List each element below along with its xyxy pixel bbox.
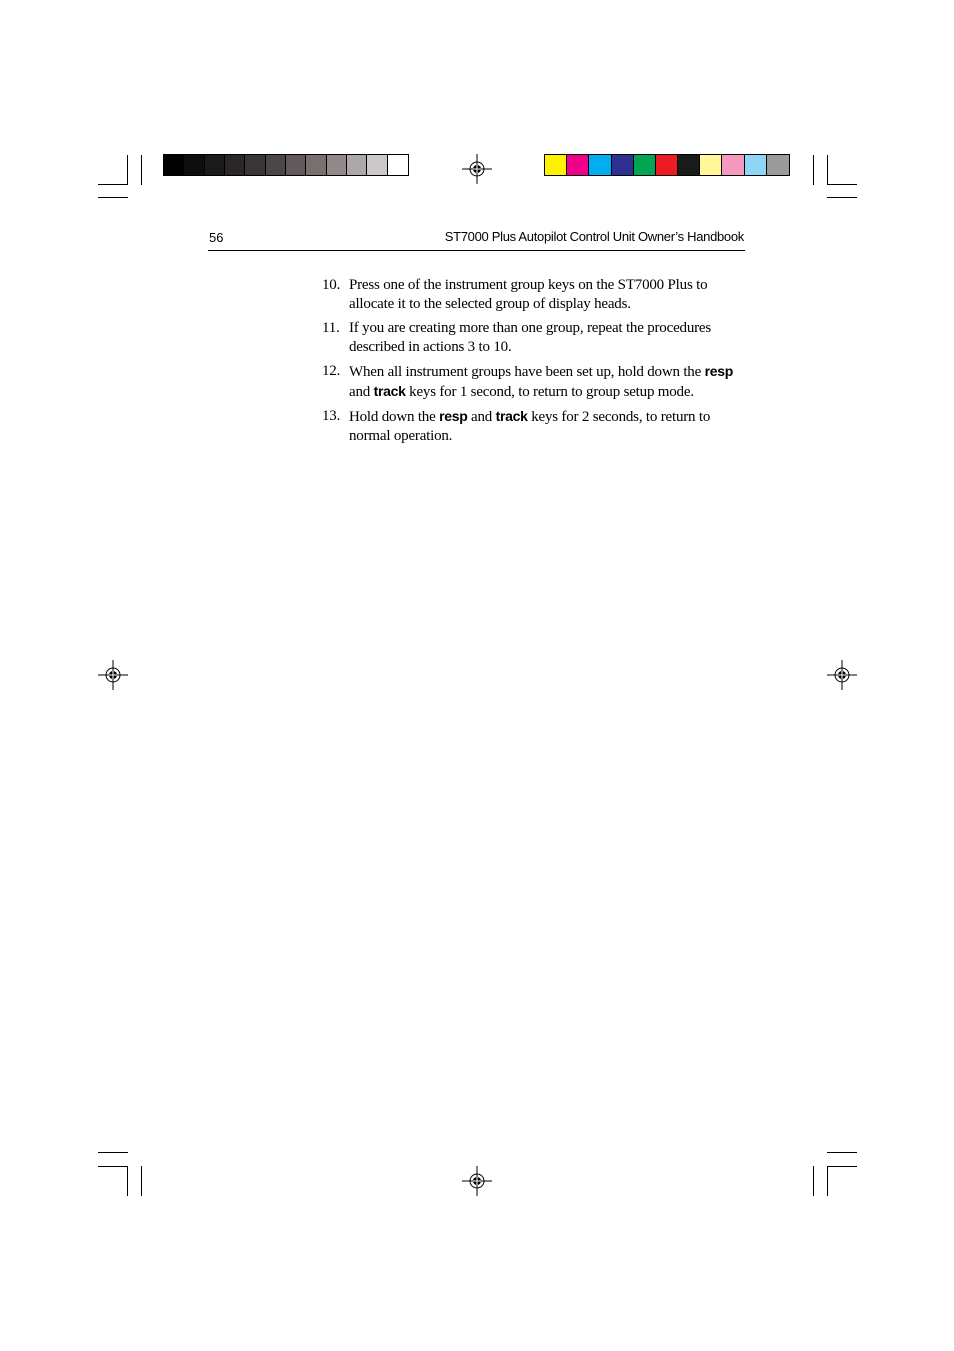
color-swatch <box>722 155 744 175</box>
track-key-label: track <box>373 383 406 399</box>
color-swatch <box>266 155 286 175</box>
list-item <box>320 407 750 446</box>
registration-mark-icon <box>98 660 128 690</box>
step-text: keys for 1 second, to return to group setup mode. <box>405 384 694 400</box>
color-swatch <box>388 155 408 175</box>
registration-mark-icon <box>462 1166 492 1196</box>
crop-mark <box>813 1166 814 1196</box>
color-swatch <box>286 155 306 175</box>
track-key-label: track <box>495 408 528 424</box>
crop-mark <box>98 197 128 198</box>
color-swatch <box>205 155 225 175</box>
crop-mark <box>827 184 857 185</box>
crop-mark <box>98 1166 128 1167</box>
step-text: Hold down the <box>349 409 440 425</box>
crop-mark <box>98 184 128 185</box>
crop-mark <box>141 1166 142 1196</box>
color-swatch <box>306 155 326 175</box>
color-swatch <box>700 155 722 175</box>
crop-mark <box>813 155 814 185</box>
color-swatch <box>567 155 589 175</box>
step-text: normal operation. <box>349 428 453 444</box>
resp-key-label: resp <box>439 408 468 424</box>
running-title: ST7000 Plus Autopilot Control Unit Owner’s Handbook <box>444 229 744 244</box>
color-swatch <box>767 155 789 175</box>
resp-key-label: resp <box>704 363 733 379</box>
color-swatch <box>656 155 678 175</box>
step-text: allocate it to the selected group of display heads. <box>349 296 631 312</box>
color-swatch <box>589 155 611 175</box>
step-number: 11. <box>322 320 340 336</box>
color-swatch <box>745 155 767 175</box>
step-text: described in actions 3 to 10. <box>349 339 512 355</box>
color-swatch <box>678 155 700 175</box>
registration-mark-icon <box>462 154 492 184</box>
step-number: 12. <box>322 363 341 379</box>
running-header <box>208 228 745 251</box>
step-text: If you are creating more than one group, repeat the procedures <box>349 320 712 336</box>
step-text: keys for 2 seconds, to return to <box>527 409 711 425</box>
crop-mark <box>98 1152 128 1153</box>
step-text: Press one of the instrument group keys on the ST7000 Plus to <box>349 277 708 293</box>
crop-mark <box>827 1166 828 1196</box>
registration-mark-icon <box>827 660 857 690</box>
crop-mark <box>827 155 828 185</box>
procedure-steps <box>320 276 750 451</box>
crop-mark <box>827 1166 857 1167</box>
list-item <box>320 276 750 314</box>
grayscale-color-bar <box>163 154 409 176</box>
crop-mark <box>827 197 857 198</box>
color-swatch <box>225 155 245 175</box>
color-swatch <box>545 155 567 175</box>
crop-mark <box>127 155 128 185</box>
crop-mark <box>141 155 142 185</box>
crop-mark <box>827 1152 857 1153</box>
list-item <box>320 362 750 402</box>
color-swatch <box>347 155 367 175</box>
color-swatch <box>634 155 656 175</box>
page-number: 56 <box>209 230 224 245</box>
color-swatch <box>184 155 204 175</box>
step-text: and <box>349 384 374 400</box>
step-text: When all instrument groups have been set up, hold down the <box>349 364 705 380</box>
color-swatch <box>245 155 265 175</box>
step-number: 10. <box>322 277 341 293</box>
process-color-bar <box>544 154 790 176</box>
step-number: 13. <box>322 408 341 424</box>
crop-mark <box>127 1166 128 1196</box>
step-text: and <box>467 409 496 425</box>
list-item <box>320 319 750 357</box>
color-swatch <box>367 155 387 175</box>
color-swatch <box>164 155 184 175</box>
color-swatch <box>327 155 347 175</box>
color-swatch <box>612 155 634 175</box>
